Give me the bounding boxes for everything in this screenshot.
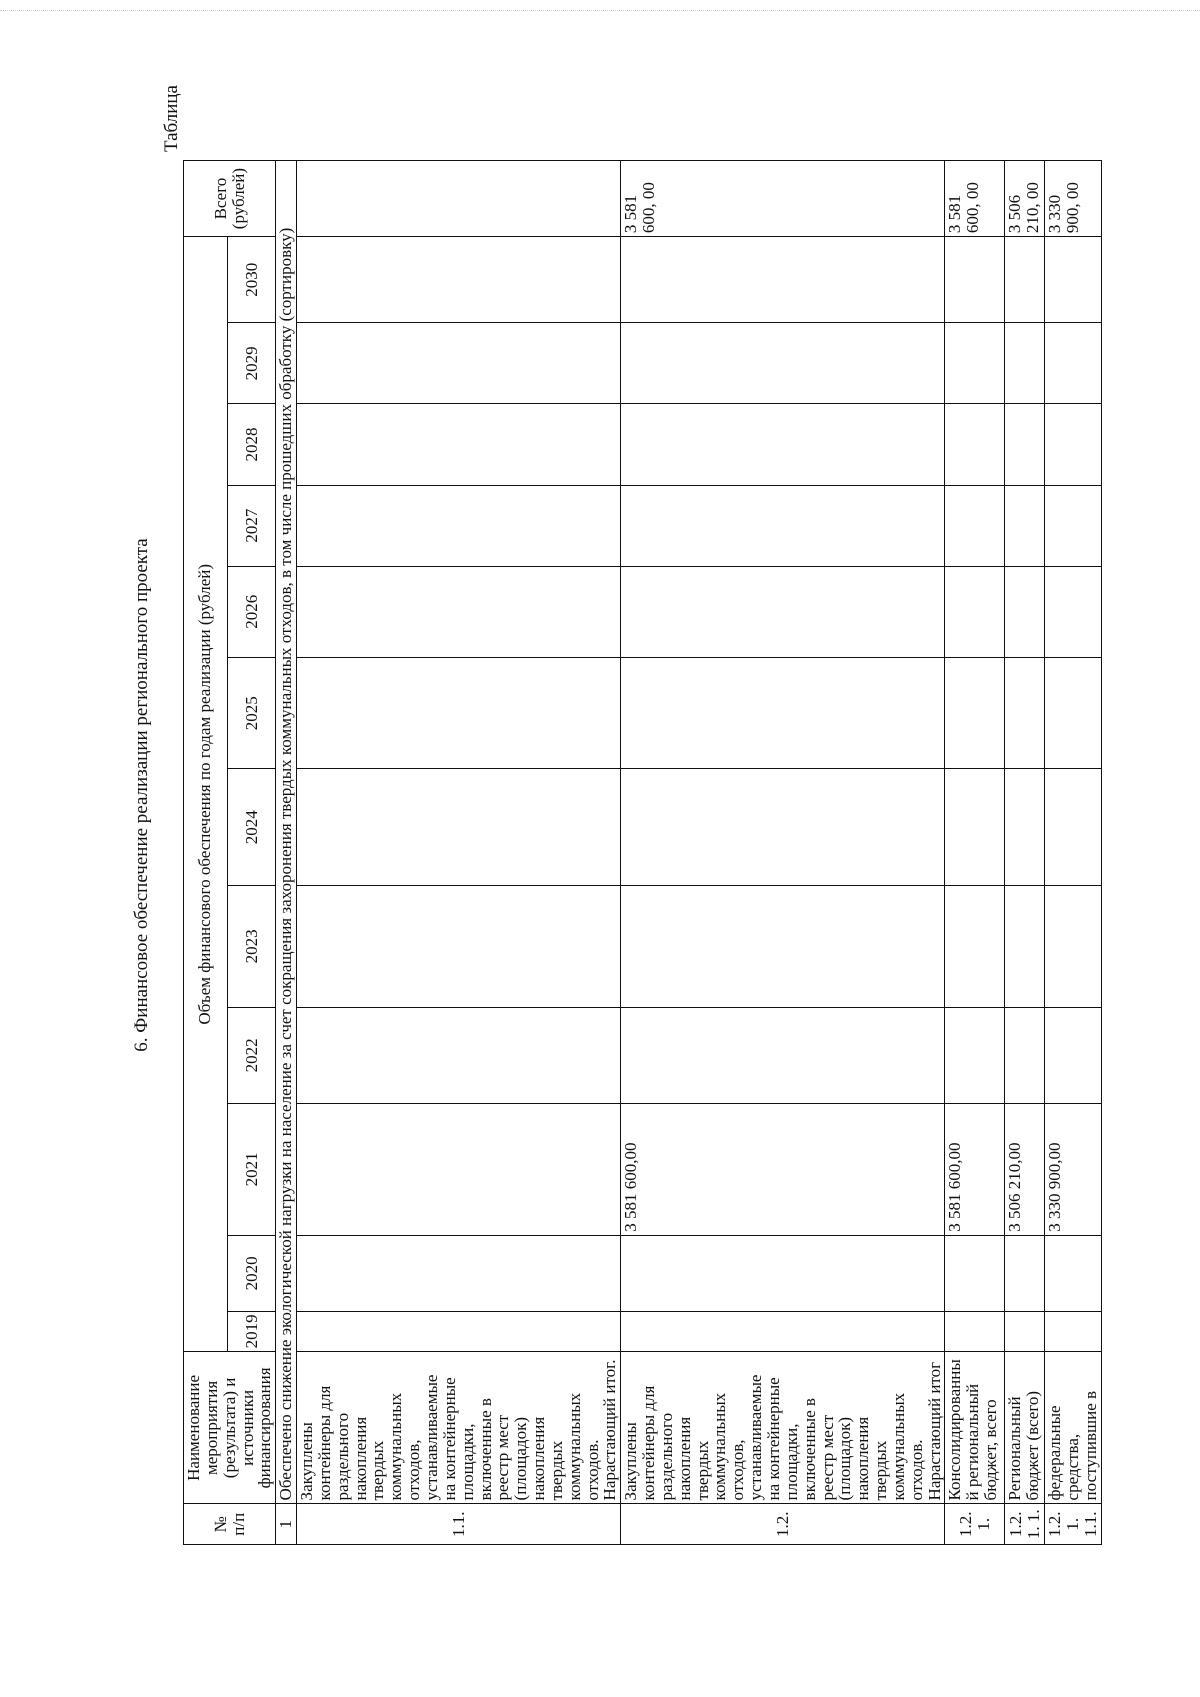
header-year: 2021 xyxy=(227,1104,276,1236)
header-year: 2026 xyxy=(227,566,276,657)
header-name: Наименование мероприятия (результата) и источники финансирования xyxy=(184,1352,276,1504)
row-name: федеральные средства, поступившие в xyxy=(1045,1352,1102,1504)
cell-value xyxy=(1045,404,1102,485)
cell-total: 3 581 600, 00 xyxy=(621,161,945,237)
header-year: 2022 xyxy=(227,1007,276,1103)
cell-value xyxy=(621,237,945,323)
header-year: 2028 xyxy=(227,404,276,485)
cell-value xyxy=(945,1007,1005,1103)
row-num: 1.2. xyxy=(621,1504,945,1545)
cell-value xyxy=(945,404,1005,485)
table-row xyxy=(945,161,1005,1545)
table-row xyxy=(297,161,621,1545)
cell-value xyxy=(1005,566,1045,657)
cell-value xyxy=(945,886,1005,1008)
row-name: Закуплены контейнеры для раздельного накопления твердых коммунальных отходов, устанавливаемые на контейнерные площадки, включенные в реестр мест (площадок) накопления твердых коммунальных отходов. Нарастающий итог. xyxy=(297,1352,621,1504)
rotated-page xyxy=(95,45,1101,1545)
cell-value xyxy=(297,886,621,1008)
row-num: 1.2.1. xyxy=(945,1504,1005,1545)
cell-value xyxy=(621,1311,945,1352)
header-group: Объем финансового обеспечения по годам реализации (рублей) xyxy=(184,237,228,1352)
cell-value xyxy=(945,769,1005,886)
cell-value xyxy=(1005,657,1045,769)
cell-value xyxy=(621,769,945,886)
cell-value xyxy=(1045,1007,1102,1103)
cell-value xyxy=(1045,237,1102,323)
cell-value xyxy=(945,485,1005,566)
header-year: 2025 xyxy=(227,657,276,769)
header-num: № п/п xyxy=(184,1504,276,1545)
cell-value xyxy=(945,237,1005,323)
header-year: 2023 xyxy=(227,886,276,1008)
financing-table xyxy=(183,160,1102,1545)
cell-value xyxy=(297,323,621,404)
cell-value xyxy=(621,886,945,1008)
row-name: Закуплены контейнеры для раздельного накопления твердых коммунальных отходов, устанавливаемые на контейнерные площадки, включенные в реестр мест (площадок) накопления твердых коммунальных отходов. Нарастающий итог xyxy=(621,1352,945,1504)
header-year: 2029 xyxy=(227,323,276,404)
header-year: 2030 xyxy=(227,237,276,323)
document-title: 6. Финансовое обеспечение реализации регионального проекта xyxy=(131,538,152,1052)
cell-value xyxy=(297,485,621,566)
cell-value xyxy=(1005,237,1045,323)
cell-value xyxy=(1045,769,1102,886)
cell-value xyxy=(621,323,945,404)
cell-value xyxy=(945,566,1005,657)
cell-value xyxy=(1045,323,1102,404)
section-text: Обеспечено снижение экологической нагрузки на население за счет сокращения захоронения твердых коммунальных отходов, в том числе прошедших обработку (сортировку) xyxy=(276,161,297,1504)
cell-value xyxy=(621,566,945,657)
row-num: 1.1. xyxy=(297,1504,621,1545)
cell-value xyxy=(1005,886,1045,1008)
cell-value xyxy=(1045,566,1102,657)
cell-value xyxy=(297,1104,621,1236)
cell-value xyxy=(1045,657,1102,769)
cell-value xyxy=(1005,485,1045,566)
cell-value xyxy=(297,237,621,323)
header-year: 2024 xyxy=(227,769,276,886)
cell-value xyxy=(621,1007,945,1103)
cell-value xyxy=(945,323,1005,404)
cell-value xyxy=(1005,1007,1045,1103)
cell-value xyxy=(621,404,945,485)
row-num: 1.2.1. 1.1. xyxy=(1045,1504,1102,1545)
table-row xyxy=(1005,161,1045,1545)
cell-value xyxy=(297,1235,621,1311)
header-row-2 xyxy=(227,161,276,1545)
cell-value xyxy=(621,657,945,769)
cell-value xyxy=(297,404,621,485)
cell-value xyxy=(297,1311,621,1352)
cell-value xyxy=(945,1311,1005,1352)
scan-edge xyxy=(0,10,1200,11)
cell-value xyxy=(1005,769,1045,886)
row-name: Региональный бюджет (всего) xyxy=(1005,1352,1045,1504)
cell-value xyxy=(1045,485,1102,566)
header-row-1 xyxy=(184,161,228,1545)
cell-value xyxy=(1005,323,1045,404)
cell-value: 3 330 900,00 xyxy=(1045,1104,1102,1236)
cell-value xyxy=(1005,1311,1045,1352)
cell-value: 3 506 210,00 xyxy=(1005,1104,1045,1236)
cell-value xyxy=(297,657,621,769)
cell-value xyxy=(945,1235,1005,1311)
cell-value xyxy=(297,1007,621,1103)
header-year: 2019 xyxy=(227,1311,276,1352)
row-name: Консолидированный региональный бюджет, всего xyxy=(945,1352,1005,1504)
cell-value xyxy=(1045,886,1102,1008)
cell-value: 3 581 600,00 xyxy=(621,1104,945,1236)
cell-total: 3 506 210, 00 xyxy=(1005,161,1045,237)
table-row xyxy=(621,161,945,1545)
cell-value xyxy=(297,769,621,886)
table-row xyxy=(1045,161,1102,1545)
cell-value xyxy=(1045,1311,1102,1352)
header-year: 2027 xyxy=(227,485,276,566)
cell-value xyxy=(621,485,945,566)
row-num: 1.2.1. 1. xyxy=(1005,1504,1045,1545)
cell-value xyxy=(1045,1235,1102,1311)
cell-total xyxy=(297,161,621,237)
cell-value: 3 581 600,00 xyxy=(945,1104,1005,1236)
section-num: 1 xyxy=(276,1504,297,1545)
table-caption: Таблица xyxy=(161,85,182,153)
cell-value xyxy=(945,657,1005,769)
cell-value xyxy=(1005,404,1045,485)
header-total: Всего (рублей) xyxy=(184,161,276,237)
cell-value xyxy=(621,1235,945,1311)
cell-value xyxy=(297,566,621,657)
cell-value xyxy=(1005,1235,1045,1311)
section-row xyxy=(276,161,297,1545)
cell-total: 3 581 600, 00 xyxy=(945,161,1005,237)
cell-total: 3 330 900, 00 xyxy=(1045,161,1102,237)
header-year: 2020 xyxy=(227,1235,276,1311)
